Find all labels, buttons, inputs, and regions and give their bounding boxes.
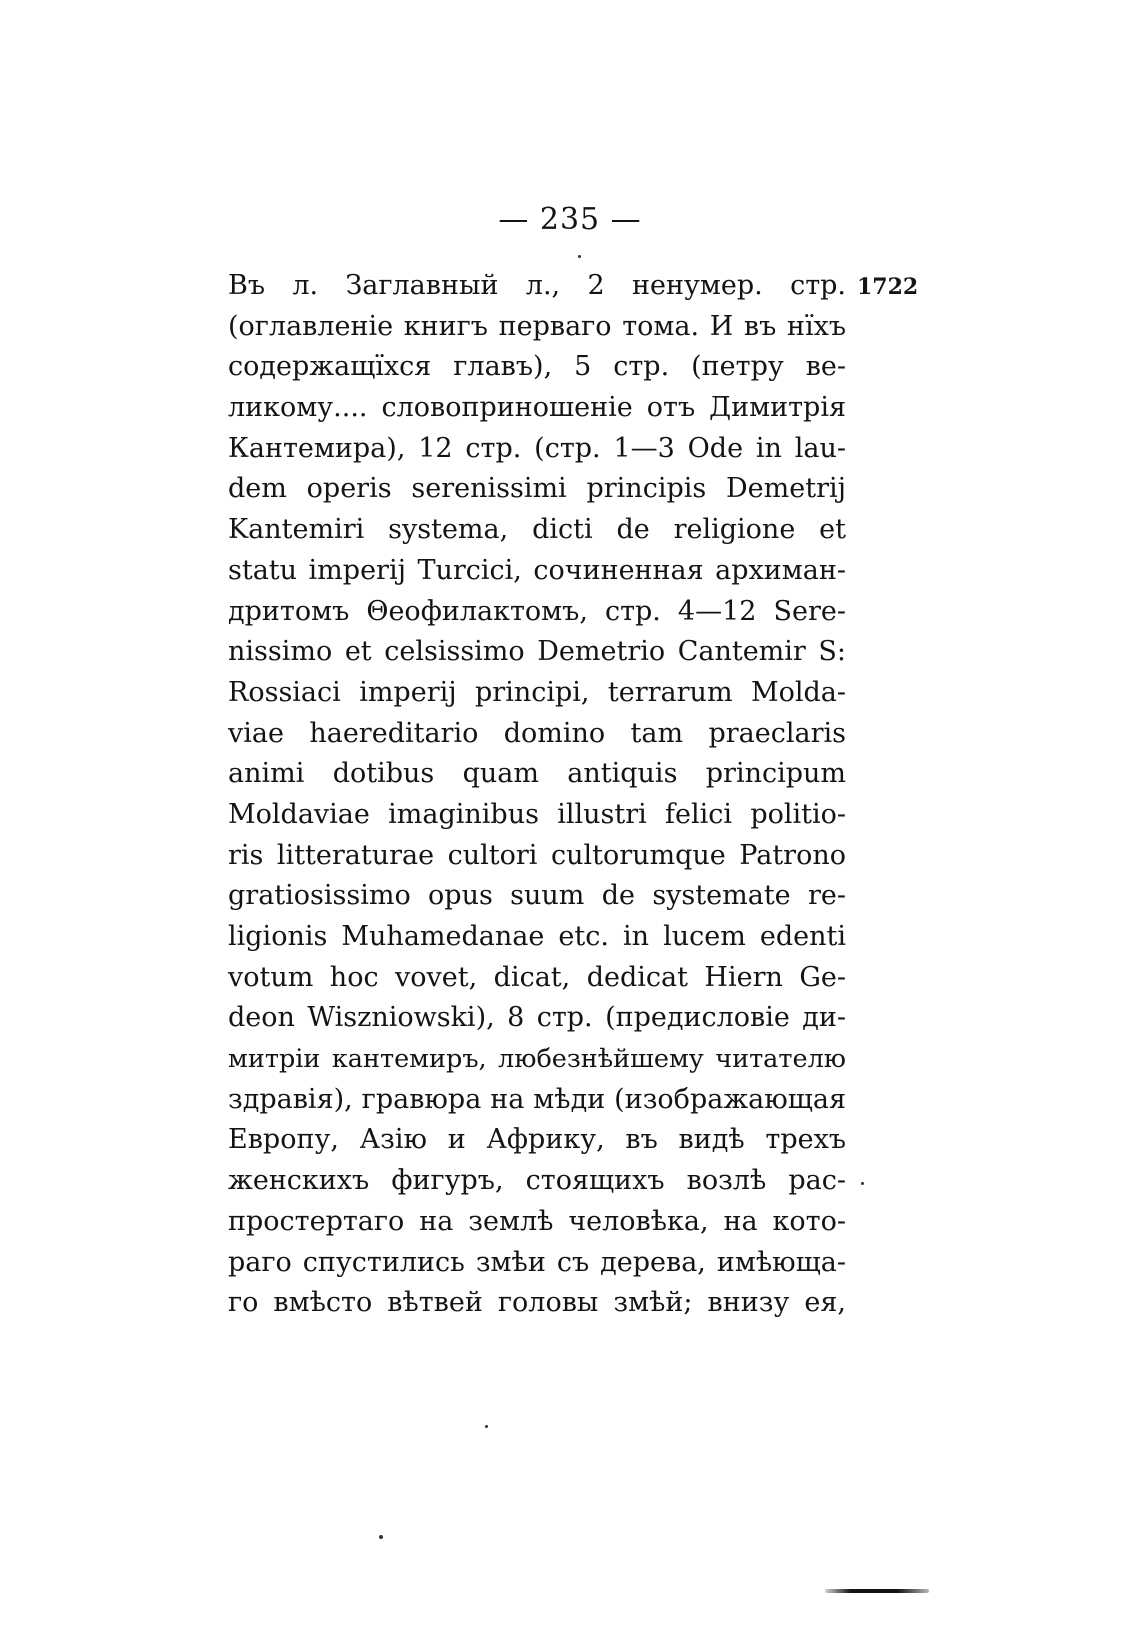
margin-year: 1722 [857,274,919,300]
text-line: го вмѣсто вѣтвей головы змѣй; внизу ея, [228,1287,846,1319]
text-line: содержащїхся главъ), 5 стр. (петру ве- [228,351,846,383]
text-line: раго спустились змѣи съ дерева, имѣюща- [228,1246,846,1278]
text-line: простертаго на землѣ человѣка, на кото- [228,1205,846,1237]
text-line: ligionis Muhamedanae etc. in lucem edenti [228,921,846,952]
text-line: Европу, Азію и Африку, въ видѣ трехъ [228,1124,846,1156]
speck-mark [379,1535,383,1539]
body-text [228,266,846,1324]
text-line: nissimo et celsissimo Demetrio Cantemir S: [228,636,846,668]
text-line: митріи кантемиръ, любезнѣйшему читателю [228,1044,846,1075]
text-line: (оглавленіе книгъ перваго тома. И въ нїхъ [228,310,846,342]
text-line: gratiosissimo opus suum de systemate re- [228,880,846,912]
text-line: дритомъ Θеофилактомъ, стр. 4—12 Sere- [228,595,846,627]
page-number: — 235 — [498,202,642,237]
text-line: ликому.... словоприношеніе отъ Димитрія [228,392,846,424]
text-line: votum hoc vovet, dicat, dedicat Hiern Ge- [228,961,846,993]
speck-mark [578,255,581,258]
text-line: Въ л. Заглавный л., 2 ненумер. стр. [228,270,846,301]
ink-stroke [825,1589,929,1593]
text-line: dem operis serenissimi principis Demetrij [228,473,846,505]
text-line: Kantemiri systema, dicti de religione et [228,514,846,546]
speck-mark [861,1182,864,1185]
text-line: Rossiaci imperij principi, terrarum Molda- [228,676,846,708]
text-line: Кантемира), 12 стр. (стр. 1—3 Ode in lau- [228,432,846,464]
speck-mark [485,1425,488,1428]
text-line: statu imperij Turcici, сочиненная архиман- [228,554,846,586]
text-line: женскихъ фигуръ, стоящихъ возлѣ рас- [228,1165,846,1197]
text-line: animi dotibus quam antiquis principum [228,758,846,790]
text-line: Moldaviae imaginibus illustri felici politio- [228,798,846,830]
text-line: ris litteraturae cultori cultorumque Patrono [228,839,846,871]
text-line: viae haereditario domino tam praeclaris [228,717,846,749]
text-line: deon Wiszniowski), 8 стр. (предисловіе ди- [228,1002,846,1034]
text-line: здравія), гравюра на мѣди (изображающая [228,1083,846,1115]
